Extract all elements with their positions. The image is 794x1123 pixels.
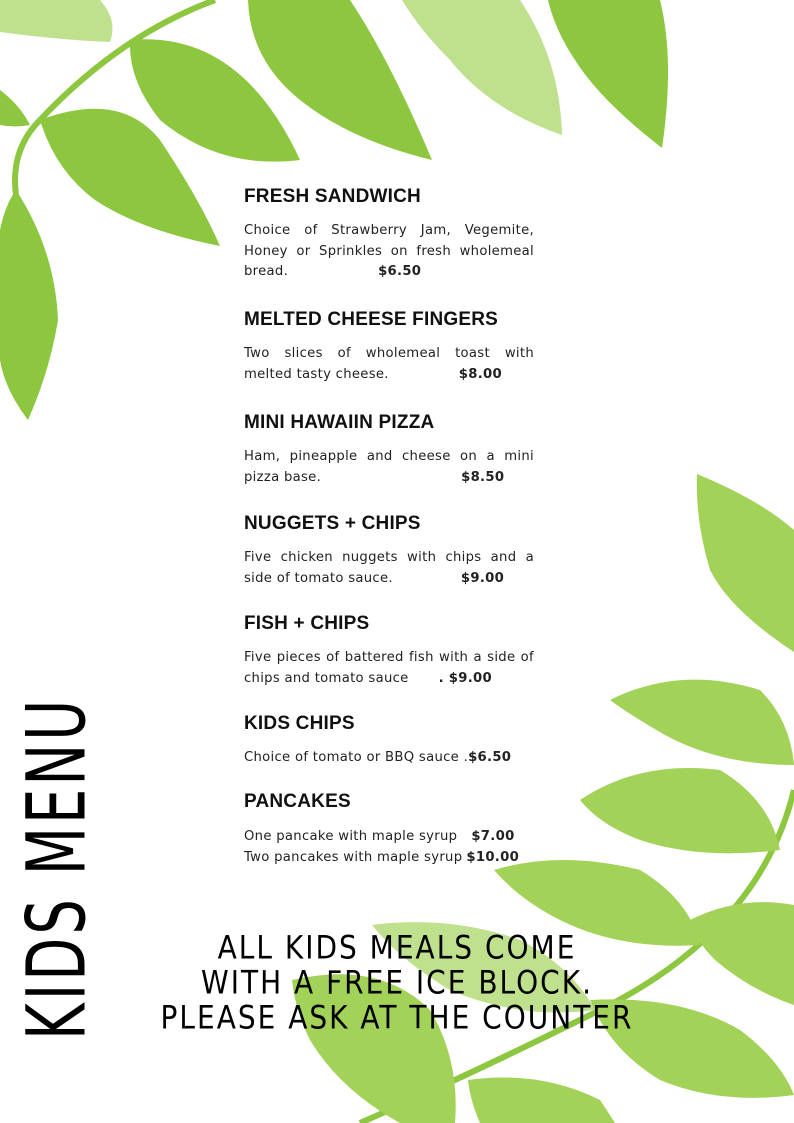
item-name: FRESH SANDWICH <box>244 186 421 207</box>
item-line: One pancake with maple syrup $7.00 <box>244 829 515 844</box>
item-name: KIDS CHIPS <box>244 713 355 734</box>
item-name: FISH + CHIPS <box>244 613 370 634</box>
item-price: . $9.00 <box>438 670 493 686</box>
item-price: $6.50 <box>378 264 422 279</box>
item-description: Ham, pineapple and cheese on a mini pizza base. $8.50 <box>244 449 534 485</box>
leaf-shape <box>610 680 794 765</box>
menu-item <box>244 186 534 283</box>
item-name: NUGGETS + CHIPS <box>244 513 421 534</box>
footer-note <box>160 930 634 1035</box>
menu-item <box>244 513 534 589</box>
leaf-shape <box>690 902 794 1005</box>
item-description <box>244 827 534 868</box>
item-description: Two slices of wholemeal toast with melted tasty cheese. $8.00 <box>244 346 534 382</box>
item-name: PANCAKES <box>244 791 351 812</box>
item-description: Choice of Strawberry Jam, Vegemite, Honey or Sprinkles on fresh wholemeal bread. $6.50 <box>244 223 534 279</box>
item-name: MINI HAWAIIN PIZZA <box>244 412 435 433</box>
menu-item <box>244 791 534 868</box>
item-price: $8.50 <box>461 469 505 485</box>
item-description: Five pieces of battered fish with a side of chips and tomato sauce . $9.00 <box>244 650 534 686</box>
item-line: Two pancakes with maple syrup $10.00 <box>244 849 520 865</box>
leaf-shape <box>468 1078 615 1123</box>
item-price: $6.50 <box>468 750 512 765</box>
footer-line: PLEASE ASK AT THE COUNTER <box>160 998 634 1037</box>
menu-item <box>244 412 534 488</box>
item-price: $10.00 <box>466 849 520 865</box>
footer-line: WITH A FREE ICE BLOCK. <box>201 963 593 1002</box>
item-price: $8.00 <box>458 366 502 382</box>
item-description: Five chicken nuggets with chips and a side of tomato sauce. $9.00 <box>244 550 534 586</box>
menu-item <box>244 613 534 689</box>
item-price: $7.00 <box>471 829 515 844</box>
item-price: $9.00 <box>460 570 505 586</box>
footer-line: ALL KIDS MEALS COME <box>217 928 577 967</box>
leaf-shape <box>580 768 780 853</box>
item-description: Choice of tomato or BBQ sauce .$6.50 <box>244 750 512 765</box>
menu-title: KIDS MENU <box>10 696 105 1040</box>
menu-item <box>244 713 534 769</box>
menu-item <box>244 309 534 385</box>
leaf-shape <box>697 474 794 652</box>
item-name: MELTED CHEESE FINGERS <box>244 309 499 330</box>
